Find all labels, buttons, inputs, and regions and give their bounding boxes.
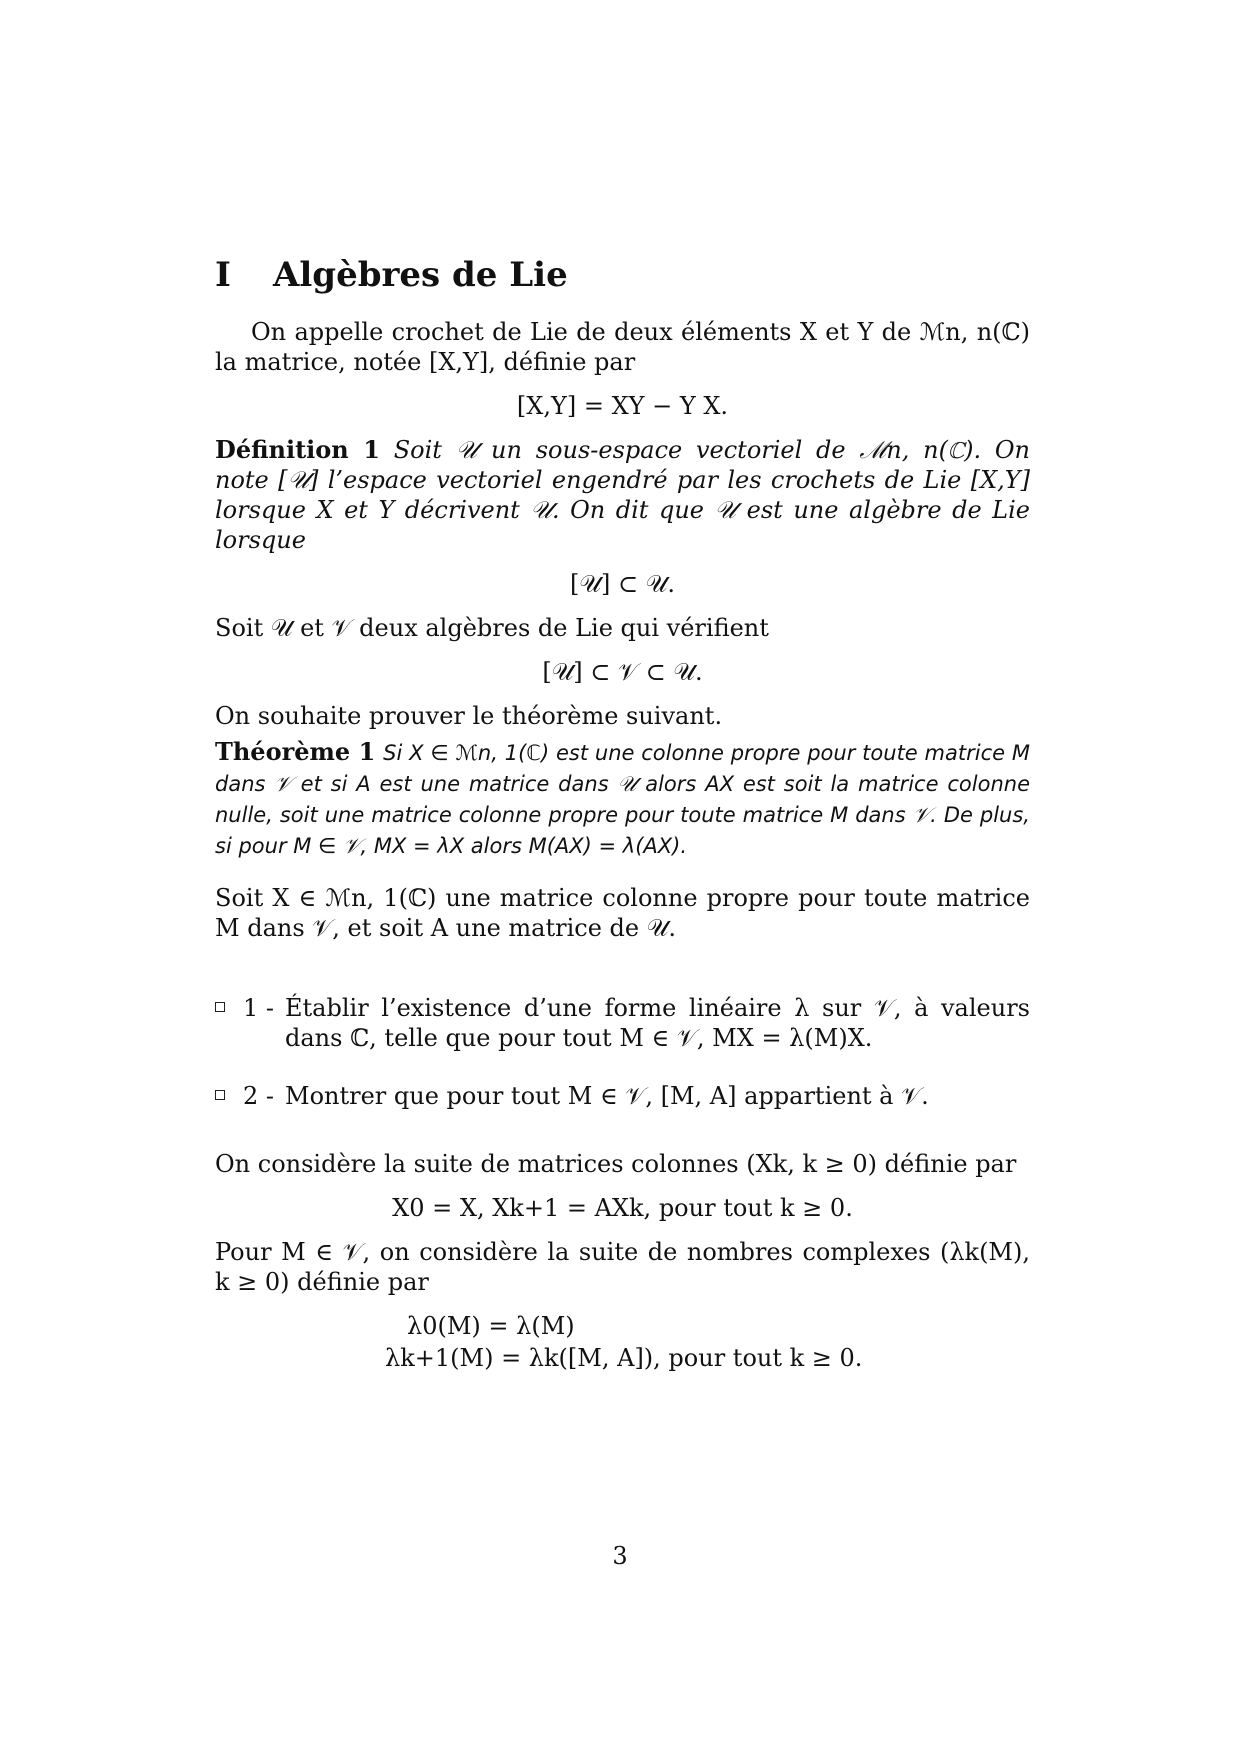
section-heading <box>215 255 1030 295</box>
equation-suite: X0 = X, Xk+1 = AXk, pour tout k ≥ 0. <box>392 1194 853 1222</box>
theorem-text: Si X ∈ ℳn, 1(ℂ) est une colonne propre pour toute matrice M dans 𝒱 et si A est une matrice dans 𝒰 alors AX est soit la matrice colonne nulle, soit une matrice colonne propre pour toute matrice M dans 𝒱. De plus, si pour M ∈ 𝒱, MX = λX alors M(AX) = λ(AX). <box>215 741 1030 858</box>
pour-m-paragraph: Pour M ∈ 𝒱, on considère la suite de nombres complexes (λk(M), k ≥ 0) définie par <box>215 1238 1030 1296</box>
equation-lambda-system <box>385 1311 1030 1375</box>
question-1 <box>215 993 1030 1053</box>
soit-x-paragraph: Soit X ∈ ℳn, 1(ℂ) une matrice colonne propre pour toute matrice M dans 𝒱, et soit A une matrice de 𝒰. <box>215 884 1030 942</box>
suite-intro-paragraph: On considère la suite de matrices colonnes (Xk, k ≥ 0) définie par <box>215 1150 1017 1178</box>
definition-label: Définition 1 <box>215 435 380 464</box>
question-2 <box>215 1081 1030 1111</box>
question-number: 2 - <box>243 1082 275 1110</box>
equation-lambda-0: λ0(M) = λ(M) <box>407 1312 575 1340</box>
souhaite-paragraph: On souhaite prouver le théorème suivant. <box>215 702 723 730</box>
equation-lambda-k: λk+1(M) = λk([M, A]), pour tout k ≥ 0. <box>385 1344 863 1372</box>
definition-1 <box>215 435 1030 555</box>
theorem-label: Théorème 1 <box>215 737 376 766</box>
page-number: 3 <box>612 1542 628 1570</box>
equation-lie-bracket: [X,Y] = XY − Y X. <box>516 392 729 420</box>
equation-definition: [𝒰] ⊂ 𝒰. <box>570 570 675 598</box>
equation-u-v: [𝒰] ⊂ 𝒱 ⊂ 𝒰. <box>542 658 703 686</box>
question-text: Montrer que pour tout M ∈ 𝒱, [M, A] appartient à 𝒱. <box>285 1082 929 1110</box>
question-text: Établir l’existence d’une forme linéaire λ sur 𝒱, à valeurs dans ℂ, telle que pour tout M ∈ 𝒱, MX = λ(M)X. <box>285 994 1030 1052</box>
section-number: I <box>215 255 231 295</box>
checkbox-icon <box>215 1090 225 1100</box>
theorem-1 <box>215 737 1030 861</box>
intro-paragraph: On appelle crochet de Lie de deux éléments X et Y de ℳn, n(ℂ) la matrice, notée [X,Y], définie par <box>215 318 1030 376</box>
soit-u-v-paragraph: Soit 𝒰 et 𝒱 deux algèbres de Lie qui vérifient <box>215 614 769 642</box>
page-content <box>215 255 1030 1375</box>
section-title: Algèbres de Lie <box>273 255 568 295</box>
question-number: 1 - <box>243 994 275 1022</box>
definition-text: Soit 𝒰 un sous-espace vectoriel de ℳn, n(ℂ). On note [𝒰] l’espace vectoriel engendré par les crochets de Lie [X,Y] lorsque X et Y décrivent 𝒰. On dit que 𝒰 est une algèbre de Lie lorsque <box>215 436 1030 554</box>
checkbox-icon <box>215 1002 225 1012</box>
